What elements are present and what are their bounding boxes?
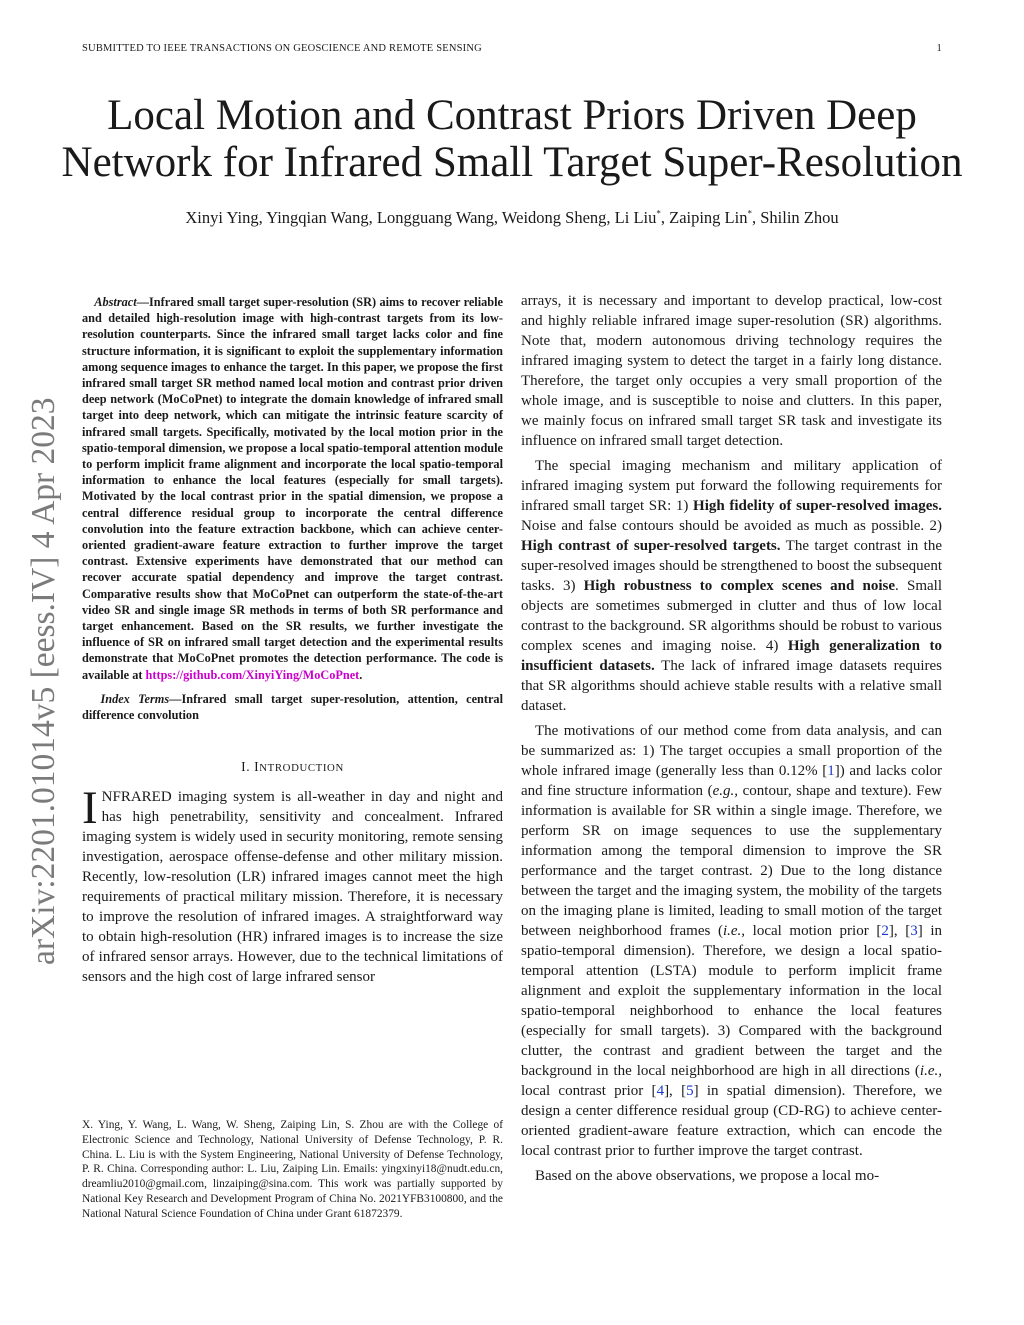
section-heading-introduction — [82, 759, 503, 775]
intro-paragraph — [82, 782, 503, 987]
p3-ie-1: i.e., — [722, 923, 746, 939]
p3-text-c: contour, shape and texture). Few information is available for SR within a single image. Therefore, we perform SR on image sequences to use the supplementary information among the temporal dimension to improve the SR performance and the target contrast. 2) Due to the long distance between the target and the imaging system, the mobility of the targets on the imaging plane is limited, leading to small motion of the target between neighborhood frames ( — [521, 783, 942, 939]
paragraph-2 — [521, 456, 942, 716]
title-line-1: Local Motion and Contrast Priors Driven Deep — [107, 92, 917, 139]
paper-title — [40, 92, 984, 186]
drop-cap: I — [82, 782, 98, 835]
title-line-2: Network for Infrared Small Target Super-Resolution — [61, 139, 963, 186]
section-heading-rest: NTRODUCTION — [259, 762, 344, 775]
p2-text-e: . Small objects are sometimes submerged in clutter and thus of low local contrast to the background. SR algorithms should be robust to various complex scenes and imaging noise. 4) — [521, 578, 942, 654]
p3-text-g: local contrast prior [ — [521, 1083, 657, 1099]
intro-text: imaging system is all-weather in day and night and has high penetrability, sensitivity and concealment. Infrared imaging system is widely used in security monitoring, remote sensing investigation, aerospace offense-defense and other military mission. Recently, low-resolution (LR) infrared images cannot meet the high requirements of practical military mission. Therefore, it is necessary to improve the resolution of infrared images. A straightforward way to obtain high-resolution (HR) infrared images is to increase the size of infrared sensor arrays. However, due to the technical limitations of sensors and the high cost of large infrared sensor — [82, 789, 503, 986]
page-number: 1 — [936, 43, 942, 54]
paragraph-1: arrays, it is necessary and important to develop practical, low-cost and highly reliable infrared image super-resolution (SR) algorithms. Note that, modern autonomous driving technology requires the infrared imaging system to detect the target in a fairly long distance. Therefore, the target only occupies a very small proportion of the whole image, and is susceptible to noise and clutters. In this paper, we mainly focus on infrared small target SR task and investigate its influence on infrared small target detection. — [521, 293, 942, 449]
p2-bold-4: High generalization to insufficient datasets. — [521, 638, 942, 674]
authors-part-1: Xinyi Ying, Yingqian Wang, Longguang Wang, Weidong Sheng, Li Liu — [185, 208, 657, 227]
author-list — [40, 208, 984, 228]
index-terms-text: —Infrared small target super-resolution, attention, central difference convolution — [82, 691, 503, 723]
abstract-end: . — [359, 667, 363, 682]
authors-part-3: , Shilin Zhou — [751, 208, 839, 227]
p3-text-d: local motion prior [ — [745, 923, 882, 939]
p3-text-b: ]) and lacks color and fine structure information ( — [521, 763, 942, 799]
p2-bold-3: High robustness to complex scenes and noise — [583, 578, 896, 594]
p2-bold-2: High contrast of super-resolved targets. — [521, 538, 781, 554]
p2-text-d: The target contrast in the super-resolved images should be strengthened to boost the subsequent tasks. 3) — [521, 538, 942, 594]
p3-text-i: ] in spatial dimension). Therefore, we design a center difference residual group (CD-RG) to achieve center-oriented gradient-aware feature extraction, which can encode the local contrast prior to further improve the target contrast. — [521, 1083, 942, 1159]
paragraph-4 — [521, 1166, 942, 1186]
paragraph-3 — [521, 721, 942, 1161]
authors-part-2: , Zaiping Lin — [660, 208, 748, 227]
left-column — [82, 294, 503, 987]
index-terms — [82, 691, 503, 723]
p3-text-f: ] in spatio-temporal dimension). Therefore, we design a local spatio-temporal attention (LSTA) module to perform implicit frame alignment and exploit the supplementary information in the local spatio-temporal neighborhood to enhance the local features (especially for small targets). 3) Compared with the background clutter, the contrast and gradient between the target and the background in the local neighborhood are high in all directions ( — [521, 923, 943, 1079]
section-heading-initial: I — [254, 759, 260, 775]
code-link[interactable]: https://github.com/XinyiYing/MoCoPnet — [145, 667, 360, 682]
citation-4[interactable]: 4 — [656, 1083, 665, 1099]
right-column — [521, 291, 942, 1191]
p3-text-a: The motivations of our method come from data analysis, and can be summarized as: 1) The target occupies a small proportion of the whole infrared image (generally less than 0.12% [ — [521, 723, 942, 779]
p3-text-e: ], [ — [888, 923, 911, 939]
corresponding-mark-2: * — [747, 208, 752, 219]
abstract — [82, 294, 503, 683]
abstract-label: Abstract — [94, 295, 137, 309]
author-footnote: X. Ying, Y. Wang, L. Wang, W. Sheng, Zaiping Lin, S. Zhou are with the College of Electronic Science and Technology, National University of Defense Technology, P. R. China. L. Liu is with the System Engineering, National University of Defense Technology, P. R. China. Corresponding author: L. Liu, Zaiping Lin. Emails: yingxinyi18@nudt.edu.cn, dreamliu2010@gmail.com, linzaiping@sina.com. This work was partially supported by National Key Research and Development Program of China No. 2021YFB3100800, and the National Natural Science Foundation of China under Grant 61872379. — [82, 1119, 503, 1220]
p3-ie-2: i.e., — [919, 1063, 942, 1079]
arxiv-stamp: arXiv:2201.01014v5 [eess.IV] 4 Apr 2023 — [25, 397, 62, 965]
p2-text-f: The lack of infrared image datasets requires that SR algorithms should achieve stable results with a relative small dataset. — [521, 658, 942, 714]
p2-text-c: Noise and false contours should be avoided as much as possible. 2) — [521, 518, 942, 534]
citation-2[interactable]: 2 — [881, 923, 889, 939]
p3-eg: e.g., — [712, 783, 739, 799]
citation-1[interactable]: 1 — [827, 763, 835, 779]
citation-5[interactable]: 5 — [686, 1083, 694, 1099]
abstract-text: —Infrared small target super-resolution (SR) aims to recover reliable and detailed high-resolution image with high-contrast targets from its low-resolution counterparts. Since the infrared small target lacks color and fine structure information, it is significant to exploit the supplementary information among sequence images to enhance the target. In this paper, we propose the first infrared small target SR method named local motion and contrast prior driven deep network (MoCoPnet) to integrate the domain knowledge of infrared small target into deep network, which can mitigate the intrinsic feature scarcity of infrared small targets. Specifically, motivated by the local motion prior in the spatio-temporal dimension, we propose a local spatio-temporal attention module to perform implicit frame alignment and incorporate the local spatio-temporal information to enhance the local features (especially for small targets). Motivated by the local contrast prior in the spatial dimension, we propose a central difference residual group to incorporate the central difference convolution into the feature extraction backbone, which can achieve center-oriented gradient-aware feature extraction to further improve the target contrast. Extensive experiments have demonstrated that our method can recover accurate spatial dependency and improve the target contrast. Comparative results show that MoCoPnet can outperform the state-of-the-art video SR and single image SR methods in terms of both SR performance and target enhancement. Based on the SR results, we further investigate the influence of SR on infrared small target detection and the experimental results demonstrate that MoCoPnet promotes the detection performance. The code is available at — [82, 295, 503, 682]
p2-text-a: The special imaging mechanism and military application of infrared imaging system put forward the following requirements for infrared small target SR: 1) — [521, 458, 942, 514]
p4-text: Based on the above observations, we propose a local mo- — [535, 1168, 880, 1184]
running-head — [82, 43, 942, 54]
running-title: SUBMITTED TO IEEE TRANSACTIONS ON GEOSCIENCE AND REMOTE SENSING — [82, 43, 482, 54]
intro-lead: NFRARED — [101, 789, 172, 806]
section-numeral: I. — [241, 759, 255, 775]
corresponding-mark-1: * — [656, 208, 661, 219]
p2-bold-1: High fidelity of super-resolved images. — [693, 498, 942, 514]
p3-text-h: ], [ — [664, 1083, 687, 1099]
citation-3[interactable]: 3 — [910, 923, 918, 939]
index-terms-label: Index Terms — [100, 691, 170, 706]
